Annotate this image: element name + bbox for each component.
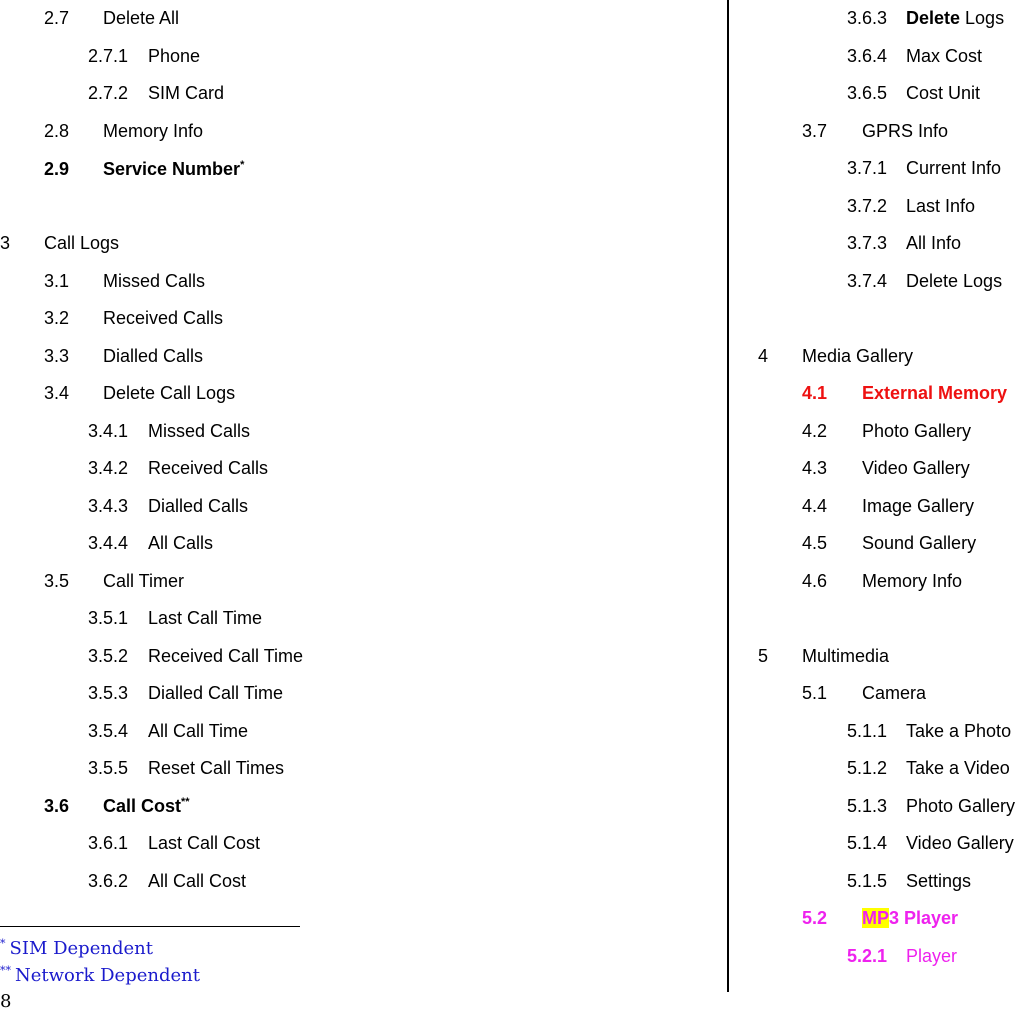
entry-number: 3: [0, 233, 11, 253]
entry-number: 4.1: [802, 383, 828, 403]
entry-number: 4.4: [802, 496, 828, 516]
entry-number: 3.4.1: [88, 421, 129, 441]
entry-number: 4.2: [802, 421, 828, 441]
entry-number: 3.5.4: [88, 721, 129, 741]
footnote-marker: **: [0, 964, 11, 977]
entry-number: 3.4.3: [88, 496, 129, 516]
entry-label: Call Logs: [44, 233, 120, 253]
entry-label-bold: Delete: [906, 8, 961, 28]
entry-label: [906, 7, 1004, 29]
entry-number: 3.6: [44, 796, 70, 816]
entry-label: Dialled Calls: [103, 346, 204, 366]
entry-number: 3.7.1: [847, 158, 888, 178]
entry-label: Take a Photo: [906, 721, 1012, 741]
entry-label-text: Service Number: [103, 159, 241, 179]
entry-number: 3.5.5: [88, 758, 129, 778]
entry-label: Call Timer: [103, 571, 185, 591]
entry-label: Max Cost: [906, 46, 983, 66]
entry-label: All Call Cost: [148, 871, 247, 891]
footnote-text: SIM Dependent: [9, 938, 153, 959]
entry-number: 3.2: [44, 308, 70, 328]
entry-number: 4.5: [802, 533, 828, 553]
entry-label: Player: [906, 946, 958, 966]
entry-number: 5.1.5: [847, 871, 888, 891]
column-divider: [727, 0, 729, 992]
entry-label: Cost Unit: [906, 83, 981, 103]
entry-number: 3.5: [44, 571, 70, 591]
entry-number: 5.2: [802, 908, 828, 928]
entry-number: 4.6: [802, 571, 828, 591]
entry-label: Last Call Time: [148, 608, 263, 628]
entry-number: 3.6.4: [847, 46, 888, 66]
entry-number: 3.1: [44, 271, 70, 291]
entry-label: Sound Gallery: [862, 533, 977, 553]
entry-label: Settings: [906, 871, 972, 891]
entry-label: Media Gallery: [802, 346, 914, 366]
entry-number: 5.1.3: [847, 796, 888, 816]
entry-label: Received Call Time: [148, 646, 304, 666]
footnote-text: Network Dependent: [15, 965, 200, 986]
entry-number: 3.7: [802, 121, 828, 141]
entry-number: 5.1.2: [847, 758, 888, 778]
entry-label: Video Gallery: [862, 458, 970, 478]
entry-number: 3.5.1: [88, 608, 129, 628]
entry-number: 5.1.4: [847, 833, 888, 853]
entry-label: Video Gallery: [906, 833, 1014, 853]
entry-label: Image Gallery: [862, 496, 975, 516]
entry-label: All Call Time: [148, 721, 249, 741]
entry-label: Current Info: [906, 158, 1002, 178]
entry-label: Received Calls: [148, 458, 269, 478]
entry-number: 5.1: [802, 683, 828, 703]
entry-label: Received Calls: [103, 308, 224, 328]
footnote: [0, 965, 200, 986]
entry-number: 2.7.2: [88, 83, 129, 103]
entry-label: Delete Call Logs: [103, 383, 236, 403]
entry-label-rest: Logs: [960, 8, 1005, 28]
entry-number: 5.2.1: [847, 946, 888, 966]
entry-label: All Info: [906, 233, 962, 253]
entry-number: 2.8: [44, 121, 70, 141]
entry-label: Take a Video: [906, 758, 1010, 778]
entry-label: [103, 795, 190, 817]
entry-number: 3.6.5: [847, 83, 888, 103]
entry-number: 2.7: [44, 8, 70, 28]
footnote-marker: *: [0, 937, 6, 950]
entry-number: 2.7.1: [88, 46, 129, 66]
entry-number: 3.5.3: [88, 683, 129, 703]
entry-label: Delete Logs: [906, 271, 1003, 291]
entry-number: 3.4.2: [88, 458, 129, 478]
entry-label: Last Info: [906, 196, 976, 216]
footnote-rule: [0, 926, 300, 927]
entry-label: Missed Calls: [148, 421, 251, 441]
entry-label: Reset Call Times: [148, 758, 285, 778]
entry-number: 3.7.3: [847, 233, 888, 253]
entry-label: GPRS Info: [862, 121, 949, 141]
entry-label: Delete All: [103, 8, 180, 28]
footnote-marker: *: [240, 159, 245, 171]
entry-label: Dialled Calls: [148, 496, 249, 516]
entry-label: Multimedia: [802, 646, 890, 666]
entry-label: Dialled Call Time: [148, 683, 284, 703]
page-number: 8: [0, 991, 12, 1012]
entry-number: 3.7.2: [847, 196, 888, 216]
entry-label: SIM Card: [148, 83, 225, 103]
entry-label: Memory Info: [103, 121, 204, 141]
entry-label: Camera: [862, 683, 927, 703]
entry-label: [103, 158, 244, 180]
entry-label: Missed Calls: [103, 271, 206, 291]
entry-number: 5.1.1: [847, 721, 888, 741]
entry-number: 2.9: [44, 159, 70, 179]
footnote-marker: **: [181, 796, 190, 808]
entry-number: 3.3: [44, 346, 70, 366]
entry-label: External Memory: [862, 383, 1008, 403]
entry-label-rest: 3 Player: [889, 908, 959, 928]
entry-number: 3.5.2: [88, 646, 129, 666]
entry-number: 5: [758, 646, 769, 666]
entry-number: 4.3: [802, 458, 828, 478]
entry-label: Phone: [148, 46, 201, 66]
entry-label-text: Call Cost: [103, 796, 182, 816]
highlighted-text: MP: [862, 908, 889, 928]
entry-number: 3.7.4: [847, 271, 888, 291]
entry-number: 3.6.2: [88, 871, 129, 891]
entry-label: Last Call Cost: [148, 833, 261, 853]
entry-number: 3.4: [44, 383, 70, 403]
footnote: [0, 938, 153, 959]
entry-label: Photo Gallery: [906, 796, 1016, 816]
entry-number: 3.4.4: [88, 533, 129, 553]
entry-label: Memory Info: [862, 571, 963, 591]
entry-label: [862, 907, 958, 929]
entry-number: 3.6.3: [847, 8, 888, 28]
entry-number: 4: [758, 346, 769, 366]
entry-label: All Calls: [148, 533, 214, 553]
entry-number: 3.6.1: [88, 833, 129, 853]
entry-label: Photo Gallery: [862, 421, 972, 441]
